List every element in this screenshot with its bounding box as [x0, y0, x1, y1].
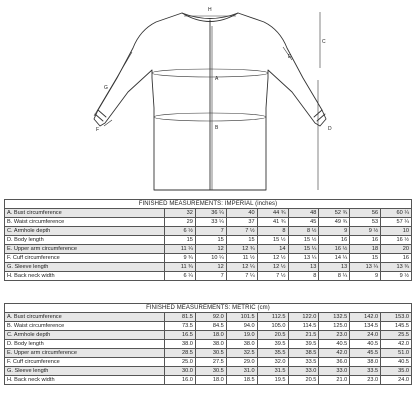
measurement-value: 16.5: [165, 331, 196, 340]
measurement-value: 31.5: [257, 367, 288, 376]
label-c: C: [322, 39, 326, 45]
measurement-value: 16: [381, 254, 412, 263]
measurement-value: 81.5: [165, 313, 196, 322]
measurement-value: 30.5: [195, 349, 226, 358]
measurement-value: 38.0: [350, 358, 381, 367]
imperial-table-title: FINISHED MEASUREMENTS: IMPERIAL (inches): [5, 200, 412, 209]
measurement-value: 15: [226, 236, 257, 245]
metric-measurements-table: [4, 303, 412, 385]
measurement-value: 7 ½: [257, 272, 288, 281]
measurement-value: 52 ¾: [319, 209, 350, 218]
measurement-value: 32.5: [226, 349, 257, 358]
measurement-value: 7: [195, 272, 226, 281]
measurement-label: A. Bust circumference: [5, 209, 165, 218]
table-row: [5, 263, 412, 272]
measurement-value: 38.0: [226, 340, 257, 349]
measurement-value: 23.0: [319, 331, 350, 340]
measurement-value: 132.5: [319, 313, 350, 322]
measurement-value: 12 ½: [257, 254, 288, 263]
measurement-value: 9 ½: [350, 227, 381, 236]
measurement-value: 29: [165, 218, 196, 227]
measurement-label: F. Cuff circumference: [5, 358, 165, 367]
measurement-value: 37: [226, 218, 257, 227]
measurement-value: 30.5: [195, 367, 226, 376]
measurement-value: 11 ½: [226, 254, 257, 263]
measurement-value: 84.5: [195, 322, 226, 331]
measurement-label: B. Waist circumference: [5, 322, 165, 331]
measurement-value: 15 ½: [257, 236, 288, 245]
measurement-value: 14 ¼: [319, 254, 350, 263]
table-row: [5, 245, 412, 254]
table-row: [5, 272, 412, 281]
measurement-value: 32: [165, 209, 196, 218]
label-h: H: [208, 7, 212, 13]
measurement-value: 42.0: [381, 340, 412, 349]
measurement-value: 16 ½: [381, 236, 412, 245]
measurement-value: 145.5: [381, 322, 412, 331]
measurement-value: 49 ¾: [319, 218, 350, 227]
measurement-value: 40.5: [319, 340, 350, 349]
measurement-label: E. Upper arm circumference: [5, 245, 165, 254]
measurement-value: 112.5: [257, 313, 288, 322]
measurement-value: 13: [319, 263, 350, 272]
measurement-value: 38.0: [165, 340, 196, 349]
measurement-value: 15 ½: [288, 236, 319, 245]
measurement-value: 94.0: [226, 322, 257, 331]
measurement-value: 48: [288, 209, 319, 218]
measurement-value: 8 ½: [288, 227, 319, 236]
measurement-value: 153.0: [381, 313, 412, 322]
measurement-value: 57 ¼: [381, 218, 412, 227]
measurement-value: 31.0: [226, 367, 257, 376]
table-row: [5, 227, 412, 236]
measurement-value: 6 ¼: [165, 272, 196, 281]
measurement-label: F. Cuff circumference: [5, 254, 165, 263]
measurement-value: 12 ¾: [226, 245, 257, 254]
measurement-value: 39.5: [288, 340, 319, 349]
measurement-value: 60 ¼: [381, 209, 412, 218]
measurement-value: 92.0: [195, 313, 226, 322]
measurement-value: 23.0: [350, 376, 381, 385]
garment-schematic: [0, 0, 416, 198]
label-d: D: [328, 126, 332, 132]
measurement-value: 15 ¼: [288, 245, 319, 254]
label-e: E: [288, 54, 292, 60]
measurement-value: 125.0: [319, 322, 350, 331]
metric-table-title: FINISHED MEASUREMENTS: METRIC (cm): [5, 304, 412, 313]
measurement-value: 45.5: [350, 349, 381, 358]
measurement-value: 53: [350, 218, 381, 227]
measurement-value: 8 ¼: [319, 272, 350, 281]
table-row: [5, 209, 412, 218]
table-row: [5, 349, 412, 358]
measurement-label: C. Armhole depth: [5, 331, 165, 340]
measurement-value: 8: [288, 272, 319, 281]
measurement-label: G. Sleeve length: [5, 367, 165, 376]
measurement-value: 45: [288, 218, 319, 227]
measurement-value: 24.0: [350, 331, 381, 340]
measurement-value: 33 ¼: [195, 218, 226, 227]
measurement-value: 15: [195, 236, 226, 245]
label-a: A: [215, 76, 219, 82]
table-row: [5, 254, 412, 263]
measurement-value: 13 ¾: [381, 263, 412, 272]
measurement-value: 7 ½: [226, 227, 257, 236]
measurement-value: 134.5: [350, 322, 381, 331]
measure-line-g: [94, 52, 132, 116]
measurement-value: 13 ¼: [288, 254, 319, 263]
measurement-value: 28.5: [165, 349, 196, 358]
table-row: [5, 331, 412, 340]
measurement-label: D. Body length: [5, 340, 165, 349]
measurement-value: 12 ¼: [226, 263, 257, 272]
measurement-value: 16: [319, 236, 350, 245]
measurement-label: C. Armhole depth: [5, 227, 165, 236]
measurement-value: 40.5: [350, 340, 381, 349]
measurement-value: 27.5: [195, 358, 226, 367]
measurement-value: 35.0: [381, 367, 412, 376]
label-b: B: [215, 125, 219, 131]
measurement-label: B. Waist circumference: [5, 218, 165, 227]
measurement-label: G. Sleeve length: [5, 263, 165, 272]
measurement-value: 39.5: [257, 340, 288, 349]
measurement-value: 38.5: [288, 349, 319, 358]
measurement-value: 18.0: [195, 376, 226, 385]
measurement-value: 73.5: [165, 322, 196, 331]
measurement-value: 40.5: [381, 358, 412, 367]
measurement-value: 56: [350, 209, 381, 218]
measurement-value: 13 ¼: [350, 263, 381, 272]
right-cuff: [314, 110, 325, 121]
measurement-value: 105.0: [257, 322, 288, 331]
measurement-value: 15: [165, 236, 196, 245]
measurement-value: 9 ¾: [165, 254, 196, 263]
measurement-value: 9 ½: [381, 272, 412, 281]
measurement-value: 33.5: [288, 358, 319, 367]
measurement-value: 38.0: [195, 340, 226, 349]
measurement-value: 7 ¼: [226, 272, 257, 281]
measurement-label: H. Back neck width: [5, 272, 165, 281]
table-row: [5, 236, 412, 245]
measurement-value: 21.5: [288, 331, 319, 340]
table-row: [5, 376, 412, 385]
measurement-value: 11 ¾: [165, 263, 196, 272]
measurement-value: 16.0: [165, 376, 196, 385]
table-row: [5, 340, 412, 349]
measurement-value: 101.5: [226, 313, 257, 322]
measurement-value: 18: [350, 245, 381, 254]
measurement-value: 51.0: [381, 349, 412, 358]
measurement-value: 15: [350, 254, 381, 263]
table-row: [5, 218, 412, 227]
measurement-value: 40: [226, 209, 257, 218]
measurement-value: 42.0: [319, 349, 350, 358]
measurement-value: 8: [257, 227, 288, 236]
measurement-value: 33.0: [319, 367, 350, 376]
table-row: [5, 358, 412, 367]
measurement-value: 24.0: [381, 376, 412, 385]
measurement-value: 16: [350, 236, 381, 245]
measurement-value: 19.5: [257, 376, 288, 385]
measurement-value: 19.0: [226, 331, 257, 340]
measurement-value: 20.5: [257, 331, 288, 340]
measurement-value: 12 ½: [257, 263, 288, 272]
measurement-value: 10: [381, 227, 412, 236]
measurement-value: 21.0: [319, 376, 350, 385]
measurement-value: 10 ¼: [195, 254, 226, 263]
measurement-value: 18.5: [226, 376, 257, 385]
measurement-value: 32.0: [257, 358, 288, 367]
measurement-value: 33.5: [350, 367, 381, 376]
measurement-value: 12: [195, 245, 226, 254]
measurement-value: 36 ¼: [195, 209, 226, 218]
measurement-label: A. Bust circumference: [5, 313, 165, 322]
measurement-label: H. Back neck width: [5, 376, 165, 385]
measurement-label: E. Upper arm circumference: [5, 349, 165, 358]
measurement-value: 25.0: [165, 358, 196, 367]
measurement-value: 44 ¾: [257, 209, 288, 218]
measurement-value: 7: [195, 227, 226, 236]
measurement-value: 122.0: [288, 313, 319, 322]
label-f: F: [96, 127, 100, 133]
table-row: [5, 367, 412, 376]
measurement-value: 6 ½: [165, 227, 196, 236]
measurement-value: 114.5: [288, 322, 319, 331]
measurement-value: 25.5: [381, 331, 412, 340]
measurement-value: 9: [350, 272, 381, 281]
measurement-value: 13: [288, 263, 319, 272]
measurement-value: 11 ¼: [165, 245, 196, 254]
measurement-value: 29.0: [226, 358, 257, 367]
table-row: [5, 322, 412, 331]
measurement-value: 16 ½: [319, 245, 350, 254]
measurement-value: 36.0: [319, 358, 350, 367]
measurement-value: 20.5: [288, 376, 319, 385]
measurement-value: 142.0: [350, 313, 381, 322]
measurement-value: 14: [257, 245, 288, 254]
measurement-label: D. Body length: [5, 236, 165, 245]
measurement-value: 12: [195, 263, 226, 272]
imperial-measurements-table: [4, 199, 412, 281]
table-row: [5, 313, 412, 322]
label-g: G: [104, 85, 108, 91]
measurement-value: 35.5: [257, 349, 288, 358]
measurement-value: 9: [319, 227, 350, 236]
measurement-value: 33.0: [288, 367, 319, 376]
measurement-value: 41 ¾: [257, 218, 288, 227]
measurement-value: 18.0: [195, 331, 226, 340]
measurement-value: 20: [381, 245, 412, 254]
measurement-value: 30.0: [165, 367, 196, 376]
